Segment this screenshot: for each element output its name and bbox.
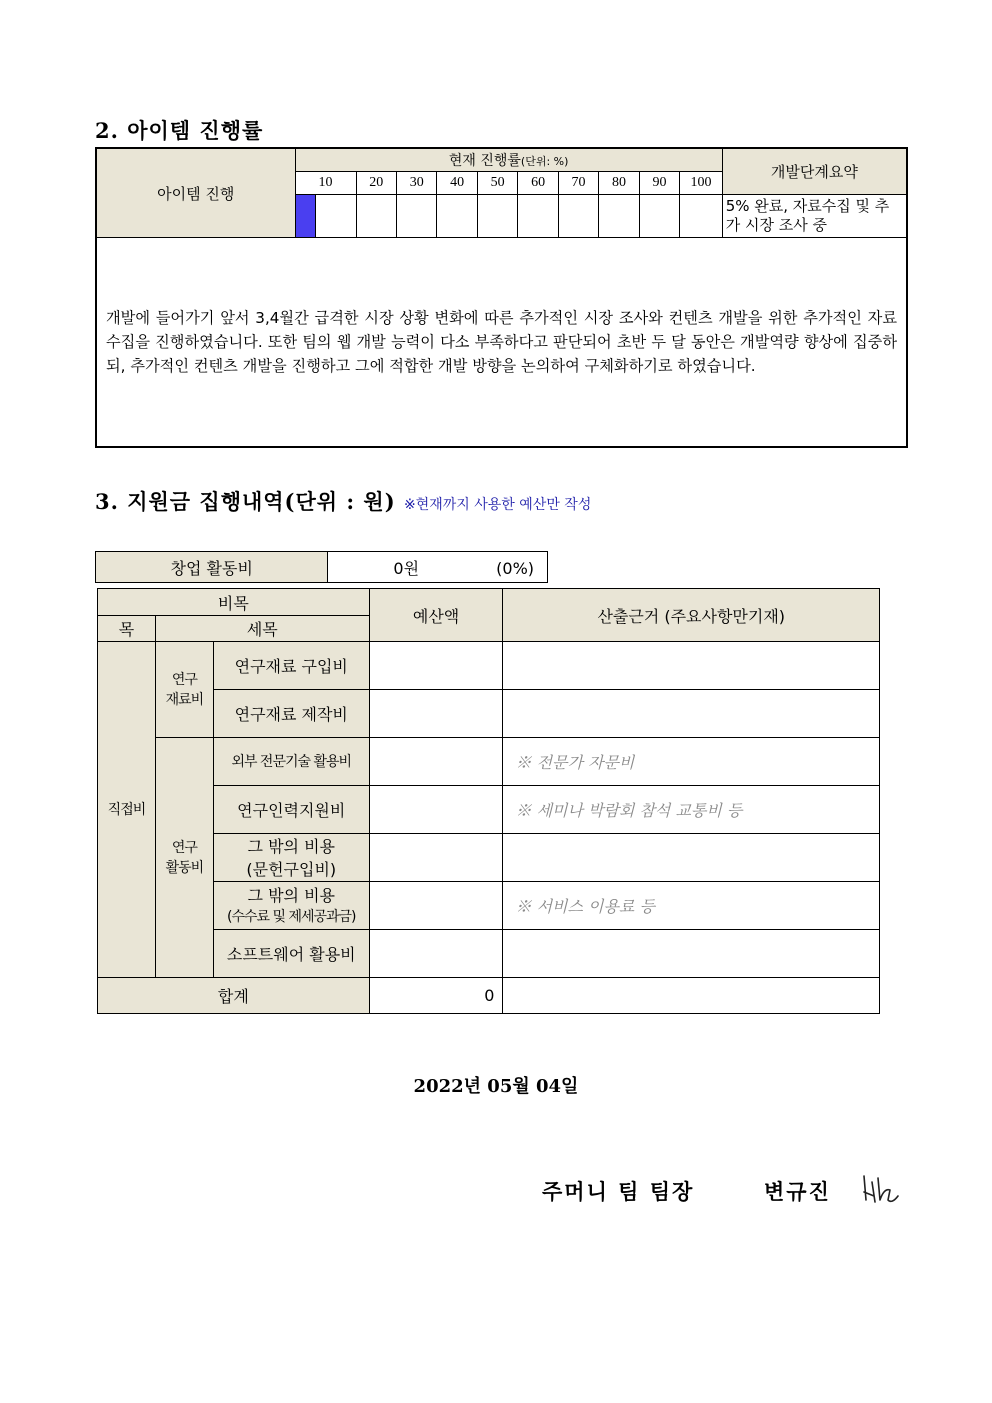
group-label-line1: 연구 <box>171 839 197 856</box>
signature-image <box>858 1170 902 1208</box>
item-amount <box>369 738 503 786</box>
description-cell <box>96 238 907 448</box>
item-basis <box>503 930 880 978</box>
item-name: 연구재료 제작비 <box>213 690 369 738</box>
basis-header: 산출근거 (주요사항만기재) <box>503 589 880 642</box>
progress-box <box>599 195 639 238</box>
item-basis <box>503 834 880 882</box>
progress-box <box>316 195 356 238</box>
total-amount: 0 <box>369 978 503 1014</box>
tick-label: 80 <box>599 172 639 195</box>
item-basis <box>503 690 880 738</box>
progress-box <box>477 195 517 238</box>
group-label-activities <box>155 738 213 978</box>
progress-table <box>95 147 908 448</box>
group-label-materials <box>155 642 213 738</box>
item-amount <box>369 690 503 738</box>
progress-box <box>558 195 598 238</box>
startup-percent: (0%) <box>496 558 535 578</box>
tick-label: 90 <box>639 172 679 195</box>
direct-cost-text: 직접비 <box>107 802 146 818</box>
item-name <box>213 834 369 882</box>
progress-box <box>356 195 396 238</box>
item-amount <box>369 834 503 882</box>
group-label-line2: 재료비 <box>165 691 204 708</box>
startup-label: 창업 활동비 <box>96 552 328 583</box>
tick-label: 30 <box>397 172 437 195</box>
total-label: 합계 <box>98 978 370 1014</box>
item-amount <box>369 930 503 978</box>
item-amount <box>369 786 503 834</box>
item-basis <box>503 642 880 690</box>
startup-value <box>328 552 548 583</box>
section-3-title-text: 3. 지원금 집행내역(단위 : 원) <box>95 489 396 514</box>
item-name <box>213 738 369 786</box>
tick-label: 60 <box>518 172 558 195</box>
report-date: 2022년 05월 04일 <box>413 1076 579 1097</box>
progress-box <box>639 195 679 238</box>
group-label-line1: 연구 <box>171 671 197 688</box>
progress-box <box>437 195 477 238</box>
tick-label: 50 <box>477 172 517 195</box>
progress-box <box>680 195 723 238</box>
item-basis: ※ 세미나 박람회 참석 교통비 등 <box>503 786 880 834</box>
item-progress-header: 아이템 진행 <box>96 148 295 238</box>
item-name-line1: 그 밖의 비용 <box>247 886 335 905</box>
budget-header: 예산액 <box>369 589 503 642</box>
tick-label: 40 <box>437 172 477 195</box>
item-name: 소프트웨어 활용비 <box>213 930 369 978</box>
progress-header <box>295 148 722 172</box>
progress-box <box>518 195 558 238</box>
progress-box <box>397 195 437 238</box>
leader-name: 변규진 <box>764 1179 831 1204</box>
section-3-note: ※현재까지 사용한 예산만 작성 <box>403 497 592 513</box>
item-name-line2: (문헌구입비) <box>246 859 337 879</box>
tick-label: 70 <box>558 172 598 195</box>
group-label-line2: 활동비 <box>165 859 204 876</box>
item-name-text: 외부 전문기술 활용비 <box>231 754 352 770</box>
bimok-header: 비목 <box>98 589 370 616</box>
progress-unit: (단위: %) <box>520 155 569 168</box>
total-basis <box>503 978 880 1014</box>
progress-header-label: 현재 진행률 <box>448 153 521 169</box>
mok-header: 목 <box>98 616 156 642</box>
item-amount <box>369 642 503 690</box>
progress-fill <box>295 195 316 238</box>
item-name: 연구재료 구입비 <box>213 642 369 690</box>
item-name: 연구인력지원비 <box>213 786 369 834</box>
item-basis: ※ 전문가 자문비 <box>503 738 880 786</box>
item-basis: ※ 서비스 이용료 등 <box>503 882 880 930</box>
startup-cost-table <box>95 551 548 583</box>
item-name <box>213 882 369 930</box>
item-amount <box>369 882 503 930</box>
tick-label: 20 <box>356 172 396 195</box>
semok-header: 세목 <box>155 616 369 642</box>
section-3-title <box>95 486 591 516</box>
item-name-line1: 그 밖의 비용 <box>247 836 335 856</box>
direct-cost-label <box>98 642 156 978</box>
tick-label: 100 <box>680 172 723 195</box>
tick-label: 10 <box>295 172 356 195</box>
section-2-title: 2. 아이템 진행률 <box>95 118 264 143</box>
startup-amount: 0원 <box>393 558 420 578</box>
budget-table <box>97 588 880 1014</box>
summary-text: 5% 완료, 자료수집 및 추가 시장 조사 중 <box>722 195 907 238</box>
summary-header: 개발단계요약 <box>722 148 907 195</box>
progress-description: 개발에 들어가기 앞서 3,4월간 급격한 시장 상황 변화에 따른 추가적인 시장 조사와 컨텐츠 개발을 위한 추가적인 자료 수집을 진행하였습니다. 또한 팀의 웹 개발 능력이 다소 부족하다고 판단되어 초반 두 달 동안은 개발역량 향상에 집중하되, 추가적인 컨텐츠 개발을 진행하고 그에 적합한 개발 방향을 논의하여 구체화하기로 하였습니다. <box>106 309 897 375</box>
item-name-line2: (수수료 및 제세공과금) <box>226 909 356 925</box>
team-role: 주머니 팀 팀장 <box>542 1179 695 1204</box>
